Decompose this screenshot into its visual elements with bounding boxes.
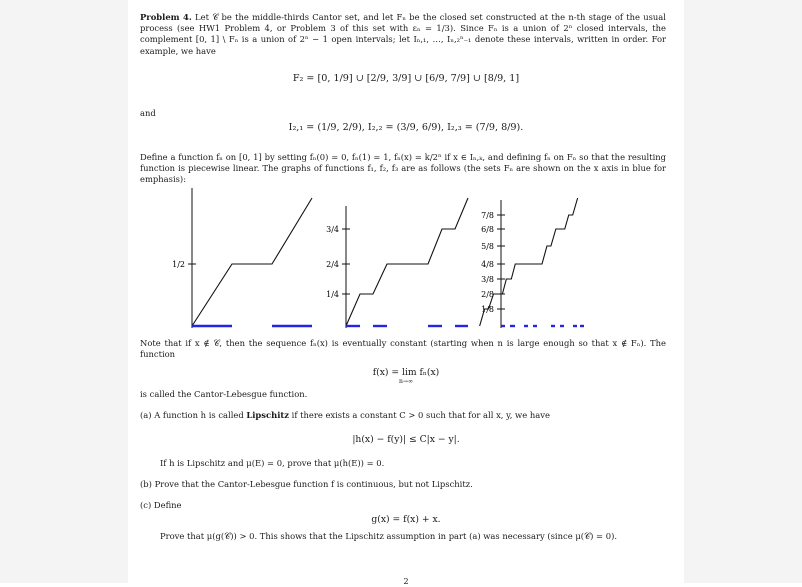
graph-f3-label-3-8: 3/8 <box>481 275 494 284</box>
graph-f2 <box>326 198 468 328</box>
equation-limit: f(x) = lim fₙ(x) <box>372 367 440 378</box>
part-c-equation: g(x) = f(x) + x. <box>371 514 441 525</box>
graph-f1-label-1-2: 1/2 <box>172 260 185 269</box>
part-a-followup: If h is Lipschitz and μ(E) = 0, prove that μ(h(E)) = 0. <box>160 458 385 468</box>
graph-f1-line <box>192 198 312 326</box>
part-b <box>140 479 473 490</box>
part-c <box>140 500 182 511</box>
page-number: 2 <box>403 577 409 586</box>
part-a-text-after: if there exists a constant C > 0 such that for all x, y, we have <box>291 410 550 420</box>
part-c-label: (c) <box>140 500 152 510</box>
problem-heading: Problem 4. <box>140 12 192 22</box>
graph-f2-label-2-4: 2/4 <box>326 260 339 269</box>
viewer-right-margin <box>684 0 802 583</box>
part-a <box>140 410 550 421</box>
viewer-left-margin <box>0 0 128 583</box>
graph-f3-label-5-8: 5/8 <box>481 242 494 251</box>
cantor-lebesgue-line: is called the Cantor-Lebesgue function. <box>140 389 308 399</box>
define-paragraph: Define a function fₙ on [0, 1] by setting fₙ(0) = 0, fₙ(1) = 1, fₙ(x) = k/2ⁿ if x ∈ Iₙ,ₖ, and defining fₙ on Fₙ so that the resulting function is piecewise linear. The graphs of functions f₁, f₂, f₃ are as follows (the sets Fₙ are shown on the x axis in blue for emphasis): <box>140 152 666 185</box>
graph-f3-label-6-8: 6/8 <box>481 225 494 234</box>
part-a-label: (a) <box>140 410 152 420</box>
graph-f1 <box>172 188 312 328</box>
part-c-followup: Prove that μ(g(𝒞)) > 0. This shows that the Lipschitz assumption in part (a) was necessary (since μ(𝒞) = 0). <box>160 531 617 541</box>
equation-limit-subscript: n→∞ <box>399 378 413 385</box>
graph-f3-label-2-8: 2/8 <box>481 290 494 299</box>
graph-f3 <box>480 198 584 328</box>
part-a-bold-term: Lipschitz <box>246 410 289 420</box>
graph-f3-label-1-8: 1/8 <box>481 305 494 314</box>
graphs-figure <box>164 188 584 338</box>
graph-f3-label-4-8: 4/8 <box>481 260 494 269</box>
part-a-equation: |h(x) − f(y)| ≤ C|x − y|. <box>352 434 460 445</box>
part-c-text: Define <box>153 500 182 510</box>
graph-f2-line <box>346 198 468 326</box>
note-paragraph: Note that if x ∉ 𝒞, then the sequence fₙ(x) is eventually constant (starting when n is large enough so that x ∉ Fₙ). The function <box>140 338 666 360</box>
part-b-label: (b) <box>140 479 152 489</box>
document-page[interactable] <box>128 0 684 586</box>
graph-f2-label-3-4: 3/4 <box>326 225 339 234</box>
problem-intro-text: Let 𝒞 be the middle-thirds Cantor set, and let Fₙ be the closed set constructed at the n-th stage of the usual process (see HW1 Problem 4, or Problem 3 of this set with εₙ = 1/3). Since Fₙ is a union of 2ⁿ closed intervals, the complement [0, 1] \ Fₙ is a union of 2ⁿ − 1 open intervals; let Iₙ,₁, …, Iₙ,₂ⁿ₋₁ denote these intervals, written in order. For example, we have <box>140 12 666 56</box>
part-a-text-before: A function h is called <box>154 410 244 420</box>
equation-f2: F₂ = [0, 1/9] ∪ [2/9, 3/9] ∪ [6/9, 7/9] ∪ [8/9, 1] <box>292 73 520 84</box>
problem-intro <box>140 12 666 57</box>
and-label: and <box>140 108 156 118</box>
part-b-text: Prove that the Cantor-Lebesgue function f is continuous, but not Lipschitz. <box>154 479 473 489</box>
equation-i2-intervals: I₂,₁ = (1/9, 2/9), I₂,₂ = (3/9, 6/9), I₂,₃ = (7/9, 8/9). <box>288 122 524 133</box>
graph-f3-label-7-8: 7/8 <box>481 211 494 220</box>
graph-f2-label-1-4: 1/4 <box>326 290 339 299</box>
graph-f3-line <box>480 198 578 326</box>
